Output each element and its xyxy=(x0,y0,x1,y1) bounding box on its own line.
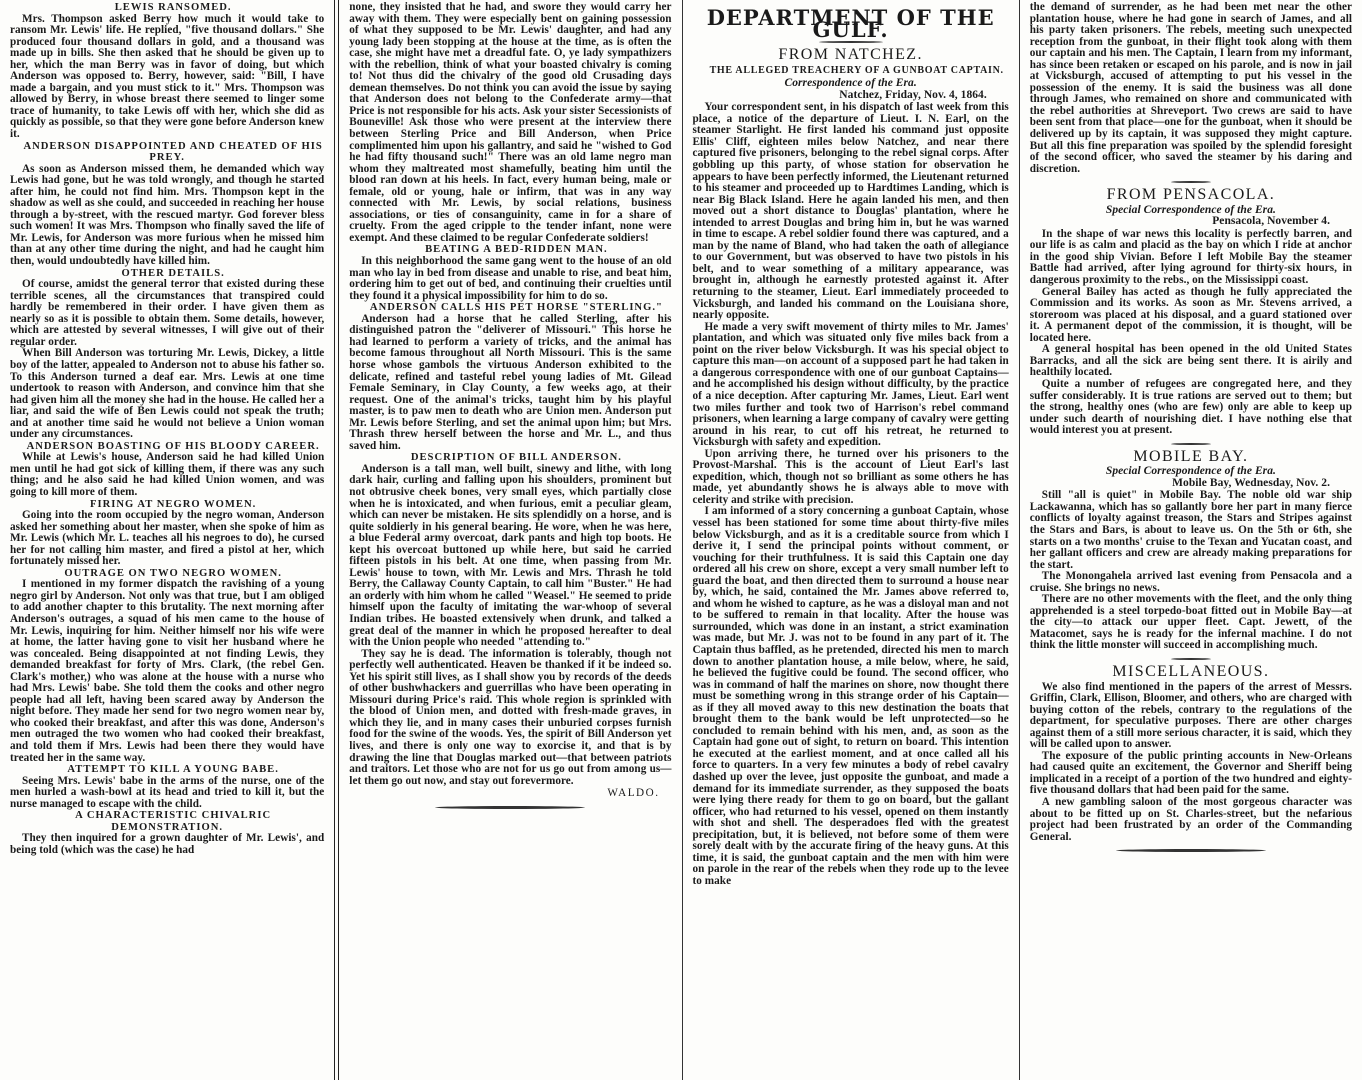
correspondence-line: Special Correspondence of the Era. xyxy=(1105,465,1276,478)
dateline: Natchez, Friday, Nov. 4, 1864. xyxy=(839,88,987,101)
article-paragraph-continued: none, they insisted that he had, and swore they would carry her away with them. They were especially bent on gaining possession of what they supposed to be Mr. Lewis' daughter, and had any young lady been stopping at the house at the time, as is often the case, she might have met a dreadful fate. O, ye lady sympathizers with the rebellion, think of what your boasted chivalry is coming to! Not thus did the chivalry of the good old Crusading days demean themselves. Do not think you can avoid the issue by saying that Anderson does not belong to the Confederate army—that Price is not responsible for his acts. Ask your sister Secessionists of Bouneville! Ask those who were present at the interview there between Sterling Price and Bill Anderson, when Price complimented him upon his gallantry, and said he "wished to God he had fifty thousand such!" There was an old lame negro man whom they maltreated most shamefully, beating him until the blood ran down at his heels. In fact, every human being, male or female, old or young, hale or infirm, that was in any way connected with Mr. Lewis, by social relations, business associations, or ties of consanguinity, came in for a share of cruelty. From the aged cripple to the tender infant, none were exempt. And these claimed to be regular Confederate soldiers! xyxy=(349,1,672,244)
correspondence-line: Special Correspondence of the Era. xyxy=(1105,203,1276,216)
section-subheading: A CHARACTERISTIC CHIVALRIC DEMONSTRATION. xyxy=(75,810,272,833)
section-subheading: BEATING A BED-RIDDEN MAN. xyxy=(425,244,608,256)
article-paragraph: A general hospital has been opened in the old United States Barracks, and all the sick are being sent there. It is airily and healthily located. xyxy=(1029,343,1353,379)
article-paragraph-continued: the demand of surrender, as he had been met near the other plantation house, where he had gone in search of James, and all his party taken prisoners. The rebels, meeting such unexpected reception from the gunboat, in their flight took along with them our captain and his men. The Captain, I learn from my informant, has since been retaken or escaped on his parole, and is now in jail at Vicksburgh, accused of attempting to put his vessel in the possession of the enemy. It is said the business was all done through James, who remained on shore and communicated with the rebel authorities at Shreveport. Two crews are said to have been sent from that place—one for the gunboat, when it should be delivered up by its captain, it was supposed they might capture. But all this fine preparation was spoiled by the splendid foresight of the second officer, who saved the steamer by his daring and discretion. xyxy=(1029,1,1353,175)
article-paragraph: The exposure of the public printing accounts in New-Orleans had caused quite an excitement, the Governor and Sheriff being implicated in a receipt of a portion of the two hundred and eighty-five thousand dollars that had been paid for the same. xyxy=(1029,749,1353,797)
section-subheading: FIRING AT NEGRO WOMEN. xyxy=(90,498,257,510)
article-paragraph: Anderson had a horse that he called Sterling, after his distinguished patron the "deliverer of Missouri." This horse he had learned to perform a variety of tricks, and the animal has become famous throughout all North Missouri. This is the same horse whose gambols the virtuous Anderson exhibited to the delicate, refined and tasteful rebel young ladies of Mt. Gilead Female Seminary, in Clay County, a few weeks ago, at their request. One of the animal's tricks, taught him by his playful master, is to paw men to death who are Union men. Anderson put Mr. Lewis before Sterling, and set the animal upon him; but Mrs. Thrash threw herself between the horse and Mr. L., and thus saved him. xyxy=(349,312,672,452)
section-subheading: OUTRAGE ON TWO NEGRO WOMEN. xyxy=(64,567,282,579)
article-paragraph: As soon as Anderson missed them, he demanded which way Lewis had gone, but he was told wrongly, and though he started after him, he could not find him. Mrs. Thompson kept in the shadow as well as she could, and succeeded in reaching her house through a by-street, with the rescued martyr. God forever bless such women! It was Mrs. Thompson who finally saved the life of Mr. Lewis, for Anderson was more furious when he missed him than at any other time during the night, and had he caught him then, would undoubtedly have killed him. xyxy=(10,162,325,268)
section-subheading: ANDERSON DISAPPOINTED AND CHEATED OF HIS PREY. xyxy=(23,140,323,164)
section-subheading: LEWIS RANSOMED. xyxy=(114,2,232,13)
department-headline: DEPARTMENT OF THE GULF. xyxy=(706,5,995,42)
article-paragraph: The Monongahela arrived last evening from Pensacola and a cruise. She brings no news. xyxy=(1029,570,1353,594)
article-paragraph: Anderson is a tall man, well built, sinewy and lithe, with long dark hair, curling and falling upon his shoulders, prominent but not obtrusive cheek bones, very small eyes, which partially close when he is intoxicated, and when furious, emit a peculiar gleam, which can never be mistaken. He sits splendidly on a horse, and is quite soldierly in his general bearing. He wore, when he was here, a blue Federal army overcoat, dark pants and high top boots. He kept his overcoat buttoned up while here, but said he carried fifteen pistols in his belt. At one time, when passing from Mr. Lewis' house to town, with Mr. Lewis and Mrs. Thrash he told Berry, the Callaway County Captain, to call him "Buster." He had an orderly with him whom he called "Weasel." He seemed to pride himself upon the faculty of imitating the war-whoop of several Indian tribes. He boasted extensively when drunk, and talked a great deal of the manner in which he proposed hereafter to deal with the Union people who needed "attending to." xyxy=(349,462,672,649)
ornamental-rule xyxy=(1116,849,1266,852)
section-headline: MOBILE BAY. xyxy=(1133,447,1249,465)
column-1 xyxy=(0,0,334,1080)
article-paragraph: They say he is dead. The information is tolerably, though not perfectly well authenticated. Heaven be thanked if it be indeed so. Yet his spirit still lives, as I shall show you by records of the deeds of other bushwhackers and guerrillas who have been operating in Missouri during Price's raid. This whole region is sprinkled with the blood of Union men, and dotted with fresh-made graves, in which they lie, and in many cases their unburied corpses furnish food for the swine of the woods. Yes, the spirit of Bill Anderson yet lives, and there is only one way to exorcise it, and that is by drawing the line that Douglas marked out—that between patriots and traitors. Let those who are not for us go out from among us—let them go out now, and stay out forevermore. xyxy=(349,647,672,787)
ornamental-rule xyxy=(1171,443,1211,445)
ornamental-rule xyxy=(435,806,585,809)
section-subheading: ANDERSON BOASTING OF HIS BLOODY CAREER. xyxy=(26,440,320,452)
article-paragraph: Seeing Mrs. Lewis' babe in the arms of the nurse, one of the men hurled a wash-bowl at its head and tried to kill it, but the nurse managed to escape with the child. xyxy=(10,774,325,810)
section-headline: FROM PENSACOLA. xyxy=(1106,186,1276,204)
section-headline: FROM NATCHEZ. xyxy=(778,46,923,64)
ornamental-rule xyxy=(1171,658,1211,660)
column-3 xyxy=(683,0,1019,1080)
author-signature: WALDO. xyxy=(607,787,660,800)
correspondence-line: Correspondence of the Era. xyxy=(784,77,917,90)
article-paragraph: There are no other movements with the fleet, and the only thing apprehended is a steel torpedo-boat fitted out in Mobile Bay—at the city—to attack our upper fleet. Capt. Jewett, of the Matacomet, says he is ready for the infernal machine. I do not think the little monster will succeed in accomplishing much. xyxy=(1029,593,1353,652)
section-subheading: ANDERSON CALLS HIS PET HORSE "STERLING." xyxy=(369,302,663,314)
article-paragraph: Quite a number of refugees are congregated here, and they suffer considerably. It is true rations are served out to them; but the strong, healthy ones (who are few) only are able to keep up under such dearth of nourishing diet. I have nothing else that would interest you at present. xyxy=(1029,377,1353,437)
article-paragraph: They then inquired for a grown daughter of Mr. Lewis', and being told (which was the case) he had xyxy=(10,832,325,856)
article-paragraph: We also find mentioned in the papers of the arrest of Messrs. Griffin, Clark, Ellison, Bloomer, and others, who are charged with buying cotton of the rebels, contrary to the regulations of the department, for speculative purposes. There are other charges against them of a still more serious character, it is said, which they will be called upon to answer. xyxy=(1029,680,1353,751)
article-deck: THE ALLEGED TREACHERY OF A GUNBOAT CAPTAIN. xyxy=(709,64,1004,76)
article-paragraph: A new gambling saloon of the most gorgeous character was about to be fitted up on St. Charles-street, but the nefarious project had been frustrated by an order of the Commanding General. xyxy=(1029,796,1353,843)
article-paragraph: I am informed of a story concerning a gunboat Captain, whose vessel has been stationed for some time about thirty-five miles below Vicksburgh, and as it is a creditable source from which I derive it, I send the principal points without comment, or vouching for their truthfulness. It is said this Captain one day ordered all his crew on shore, except a very small number left to guard the boat, and then directed them to surround a house near by, which, he said, contained the Mr. James above referred to, and whom he wished to capture, as he was a disloyal man and not to be suffered to remain in that locality. After the house was surrounded, which was done in an instant, a strict examination was made, but Mr. J. was not to be found in any part of it. The Captain thus baffled, as he pretended, directed his men to march down to another plantation house, a mile below, where, he said, he believed the fugitive could be found. The second officer, who was in command of half the marines on shore, now thought there must be something wrong in this strange order of his Captain—as if they all moved away to this new destination the boats that brought them to the bank would be left unprotected—so he concluded to remain behind with his men, and, as soon as the Captain had gone out of sight, to return on board. This intention he executed at the earliest moment, and at once called all his force to quarters. In a very few minutes a body of rebel cavalry dashed up over the levee, just opposite the gunboat, and made a demand for its immediate surrender, as they supposed the boats were lying there ready for them to go on board, but the gallant officer, who had returned to his vessel, opened on them instantly with shot and shell. The desperadoes fled with the greatest precipitation, but, it is believed, not before some of them were sorely dealt with by the accurate firing of the heavy guns. At this time, it is said, the gunboat captain and the men with him were on parole in the rear of the rebels when they rode up to the levee to make xyxy=(692,505,1009,887)
article-paragraph: While at Lewis's house, Anderson said he had killed Union men until he had got sick of killing them, if there was any such thing; and he also said he had killed Union women, and was going to kill more of them. xyxy=(10,451,325,498)
column-2 xyxy=(339,0,681,1080)
section-subheading: OTHER DETAILS. xyxy=(121,267,225,279)
section-subheading: ATTEMPT TO KILL A YOUNG BABE. xyxy=(67,764,279,776)
article-paragraph: Upon arriving there, he turned over his prisoners to the Provost-Marshal. This is the account of Lieut Earl's last expedition, which, though not so brilliant as some others he has made, yet abundantly shows he is always able to move with celerity and strike with precision. xyxy=(692,447,1009,506)
article-paragraph: Of course, amidst the general terror that existed during these terrible scenes, all the circumstances that transpired could hardly be remembered in their order. I have given them as nearly so as it is possible to obtain them. Some details, however, which are attested by several witnesses, I will give out of their regular order. xyxy=(10,278,325,348)
dateline: Mobile Bay, Wednesday, Nov. 2. xyxy=(1172,476,1331,489)
article-paragraph: In this neighborhood the same gang went to the house of an old man who lay in bed from disease and unable to rise, and beat him, ordering him to get out of bed, and continuing their cruelties until they found it a physical impossibility for him to do so. xyxy=(349,255,672,302)
article-paragraph: I mentioned in my former dispatch the ravishing of a young negro girl by Anderson. Not only was that true, but I am obliged to add another chapter to this brutality. The next morning after Anderson's outrages, a squad of his men came to the house of Mr. Lewis, inquiring for him. Neither himself nor his wife were at home, the latter having gone to visit her husband where he was concealed. Being disappointed at not finding Lewis, they demanded breakfast for forty of Mrs. Clark, (the rebel Gen. Clark's mother,) who was alone at the house with a nurse who had Mrs. Lewis' babe. She told them the cooks and other negro people had all left, having been scared away by Anderson the night before. They made her send for two negro women near by, who cooked their breakfast, and after this was done, Anderson's men outraged the two women who had cooked their breakfast, and told them if Mrs. Lewis had been there they would have treated her in the same way. xyxy=(10,578,325,764)
article-paragraph: Going into the room occupied by the negro woman, Anderson asked her something about her master, when she spoke of him as Mr. Lewis (which Mr. L. teaches all his negroes to do), he cursed her for not calling him master, and fired a pistol at her, which fortunately missed her. xyxy=(10,509,325,568)
section-subheading: DESCRIPTION OF BILL ANDERSON. xyxy=(410,452,622,464)
article-paragraph: General Bailey has acted as though he fully appreciated the Commission and its works. As soon as Mr. Stevens arrived, a storeroom was placed at his disposal, and a guard stationed over it. A permanent depot of the commission, it is thought, will be located here. xyxy=(1029,285,1353,344)
article-paragraph: When Bill Anderson was torturing Mr. Lewis, Dickey, a little boy of the latter, appealed to Anderson not to abuse his father so. To this Anderson turned a deaf ear. Mrs. Lewis at one time undertook to reason with Anderson, and convince him that she had given him all the money she had in the house. He called her a liar, and said the wife of Ben Lewis could not speak the truth; and at another time said he would not believe a Union woman under any circumstances. xyxy=(10,347,325,441)
dateline: Pensacola, November 4. xyxy=(1212,215,1331,228)
column-4 xyxy=(1020,0,1362,1080)
article-paragraph: Your correspondent sent, in his dispatch of last week from this place, a notice of the departure of Lieut. I. N. Earl, on the steamer Starlight. He first landed his command just opposite Ellis' Cliff, eighteen miles below Natchez, and near there captured five prisoners, belonging to the rebel signal corps. After gobbling up this party, of whose station for observation he appears to have been perfectly informed, the Lieutenant returned to his steamer and proceeded up to Hardtimes Landing, which is near Big Black Island. Here he again landed his men, and then moved out a short distance to Douglas' plantation, where he intended to arrest Douglas and bring him in, but he was warned in time to escape. A rebel soldier found there was captured, and a man by the name of Bland, who had taken the oath of allegiance to our Government, but was observed to have two pistols in his belt, and to wear something of a military appearance, was brought in, although he earnestly protested against it. After returning to the steamer, Lieut. Earl immediately proceeded to Vicksburgh, and landed his command on the Louisiana shore, nearly opposite. xyxy=(692,101,1009,322)
article-paragraph: He made a very swift movement of thirty miles to Mr. James' plantation, and which was situated only five miles back from a point on the river below Vicksburgh. It was his special object to capture this man—on account of a supposed part he had taken in a dangerous correspondence with one of our gunboat Captains—and he accomplished his design without difficulty, by the practice of a nice deception. After capturing Mr. James, Lieut. Earl went two miles further and took two of Harrison's rebel command prisoners, when learning a large company of cavalry were getting around in his rear, to cut off his retreat, he returned to Vicksburgh with safety and expedition. xyxy=(692,320,1009,449)
article-paragraph: Still "all is quiet" in Mobile Bay. The noble old war ship Lackawanna, which has so gallantly bore her part in many fierce conflicts of loyalty against treason, the Stars and Stripes against the Stars and Bars, is about to leave us. On the 5th or 6th, she starts on a two months' cruise to the Texan and Yucatan coast, and her gallant officers and crew are already making preparations for the start. xyxy=(1029,489,1353,571)
article-paragraph: Mrs. Thompson asked Berry how much it would take to ransom Mr. Lewis' life. He replied, "five thousand dollars." She produced four thousand dollars in gold, and a thousand was made up in bills. She then asked that he should be given up to her, which the man Berry was in favor of doing, but which Anderson was opposed to. Berry, however, said: "Bill, I have made a bargain, and you must stick to it." Mrs. Thompson was allowed by Berry, in whose breast there seemed to linger some trace of humanity, to take Lewis off with her, which she did as quickly as possible, so that they were gone before Anderson knew it. xyxy=(10,12,325,141)
ornamental-rule xyxy=(1171,181,1211,183)
section-headline: MISCELLANEOUS. xyxy=(1112,662,1270,680)
article-paragraph: In the shape of war news this locality is perfectly barren, and our life is as calm and placid as the bay on which I ride at anchor in the good ship Vivian. Before I left Mobile Bay the steamer Battle had arrived, after lying aground for thirty-six hours, in dangerous proximity to the rebs., on the Mississippi coast. xyxy=(1029,227,1353,287)
